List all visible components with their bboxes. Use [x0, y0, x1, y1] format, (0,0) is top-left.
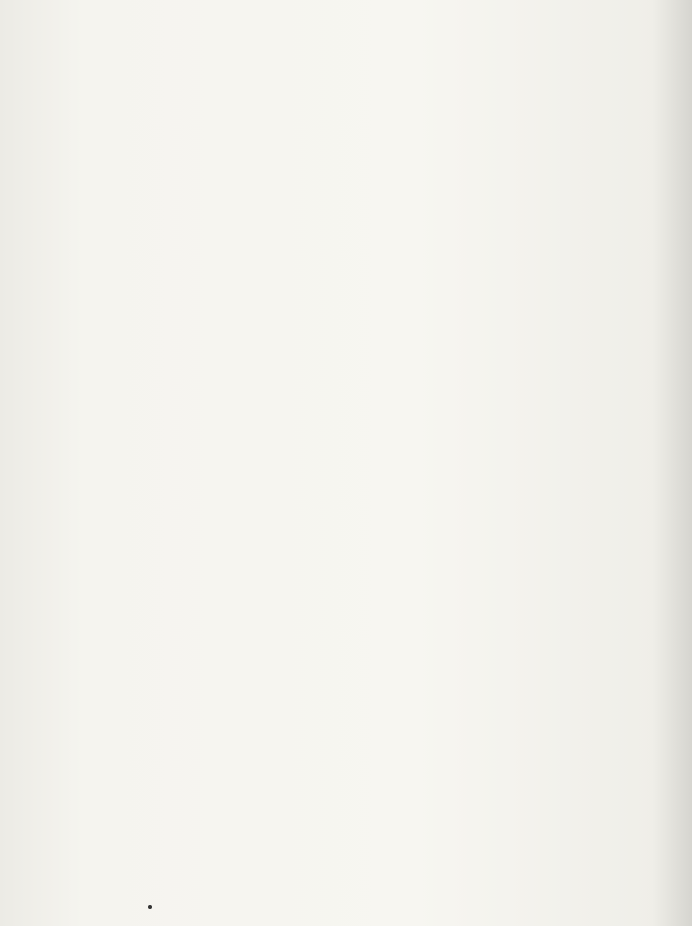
page-edge-shadow — [652, 0, 692, 926]
article-title — [60, 12, 665, 38]
footer-dot — [148, 905, 152, 909]
page-content — [60, 8, 665, 38]
